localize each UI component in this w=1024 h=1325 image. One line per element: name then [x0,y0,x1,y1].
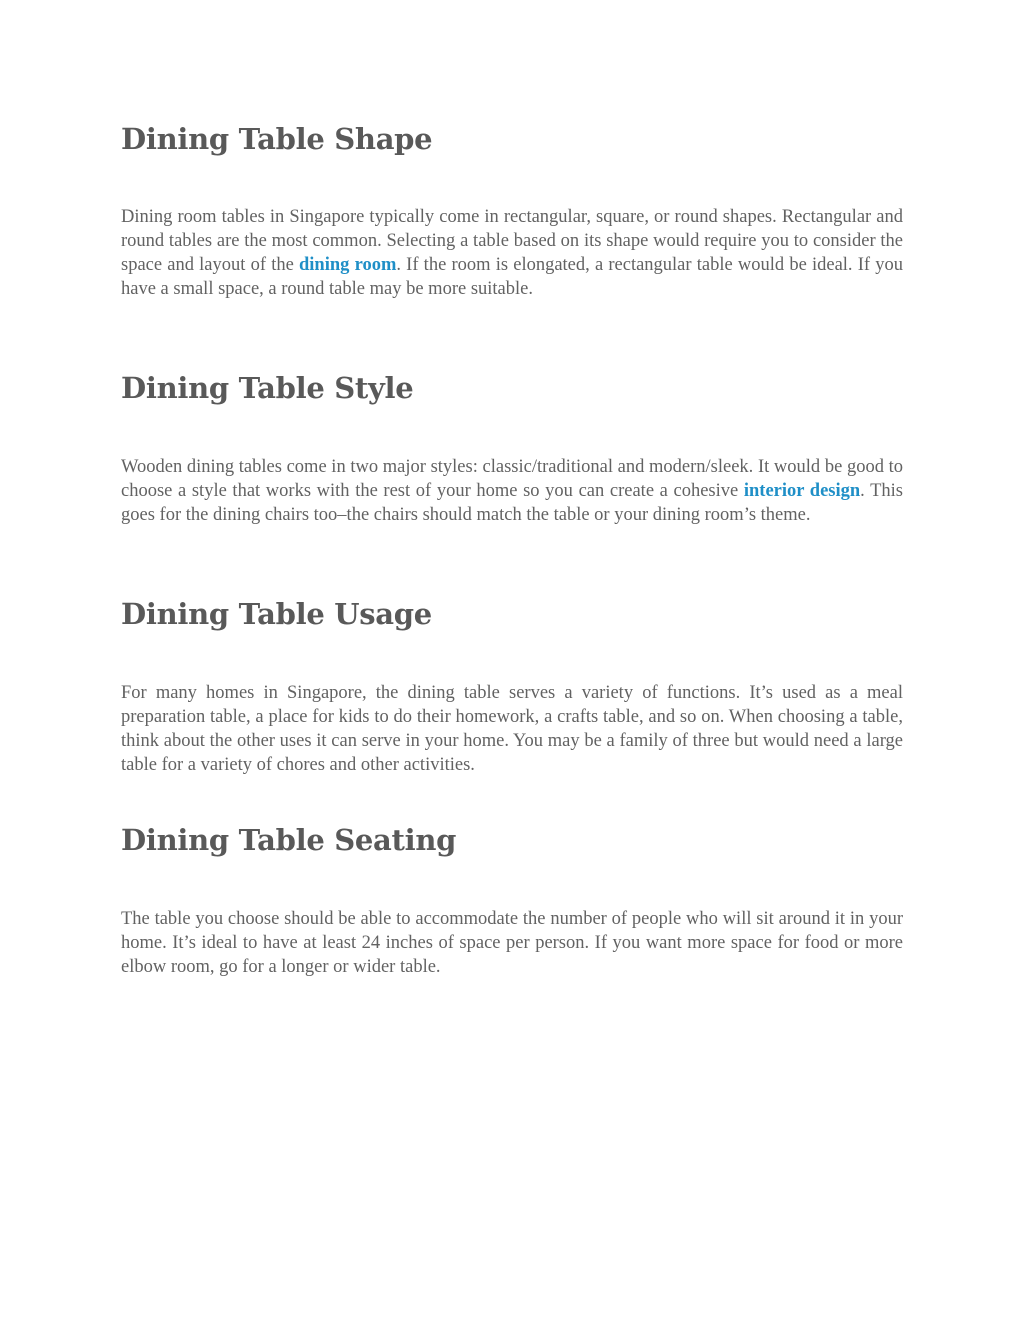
paragraph-text: Wooden dining tables come in two major styles: classic/traditional and modern/sleek. It would be good to choose a style that works with the rest of your home so you can create a cohesive [121,457,903,501]
dining-room-link[interactable]: dining room [298,255,397,275]
section-usage [121,596,903,632]
interior-design-link[interactable]: interior design [743,481,861,501]
section-paragraph [121,205,903,301]
paragraph-text: The table you choose should be able to accommodate the number of people who will sit around it in your home. It’s ideal to have at least 24 inches of space per person. If you want more space for food or more elbow room, go for a longer or wider table. [121,909,903,977]
section-seating [121,822,903,858]
paragraph-text: Dining room tables in Singapore typically come in rectangular, square, or round shapes. Rectangular and round tables are the most common. Selecting a table based on its shape would require you to consider the space and layout of the [121,207,903,275]
section-heading: Dining Table Seating [121,823,457,857]
section-heading: Dining Table Shape [121,122,433,156]
section-heading: Dining Table Style [121,371,414,405]
section-heading: Dining Table Usage [121,597,432,631]
section-paragraph [121,681,903,777]
section-paragraph [121,455,903,527]
paragraph-text: . This goes for the dining chairs too–the chairs should match the table or your dining room’s theme. [121,481,903,525]
paragraph-text: . If the room is elongated, a rectangular table would be ideal. If you have a small space, a round table may be more suitable. [121,255,903,299]
paragraph-text: For many homes in Singapore, the dining table serves a variety of functions. It’s used as a meal preparation table, a place for kids to do their homework, a crafts table, and so on. When choosing a table, think about the other uses it can serve in your home. You may be a family of three but would need a large table for a variety of chores and other activities. [121,683,903,775]
section-shape [121,121,903,157]
section-paragraph [121,907,903,979]
section-style [121,370,903,406]
